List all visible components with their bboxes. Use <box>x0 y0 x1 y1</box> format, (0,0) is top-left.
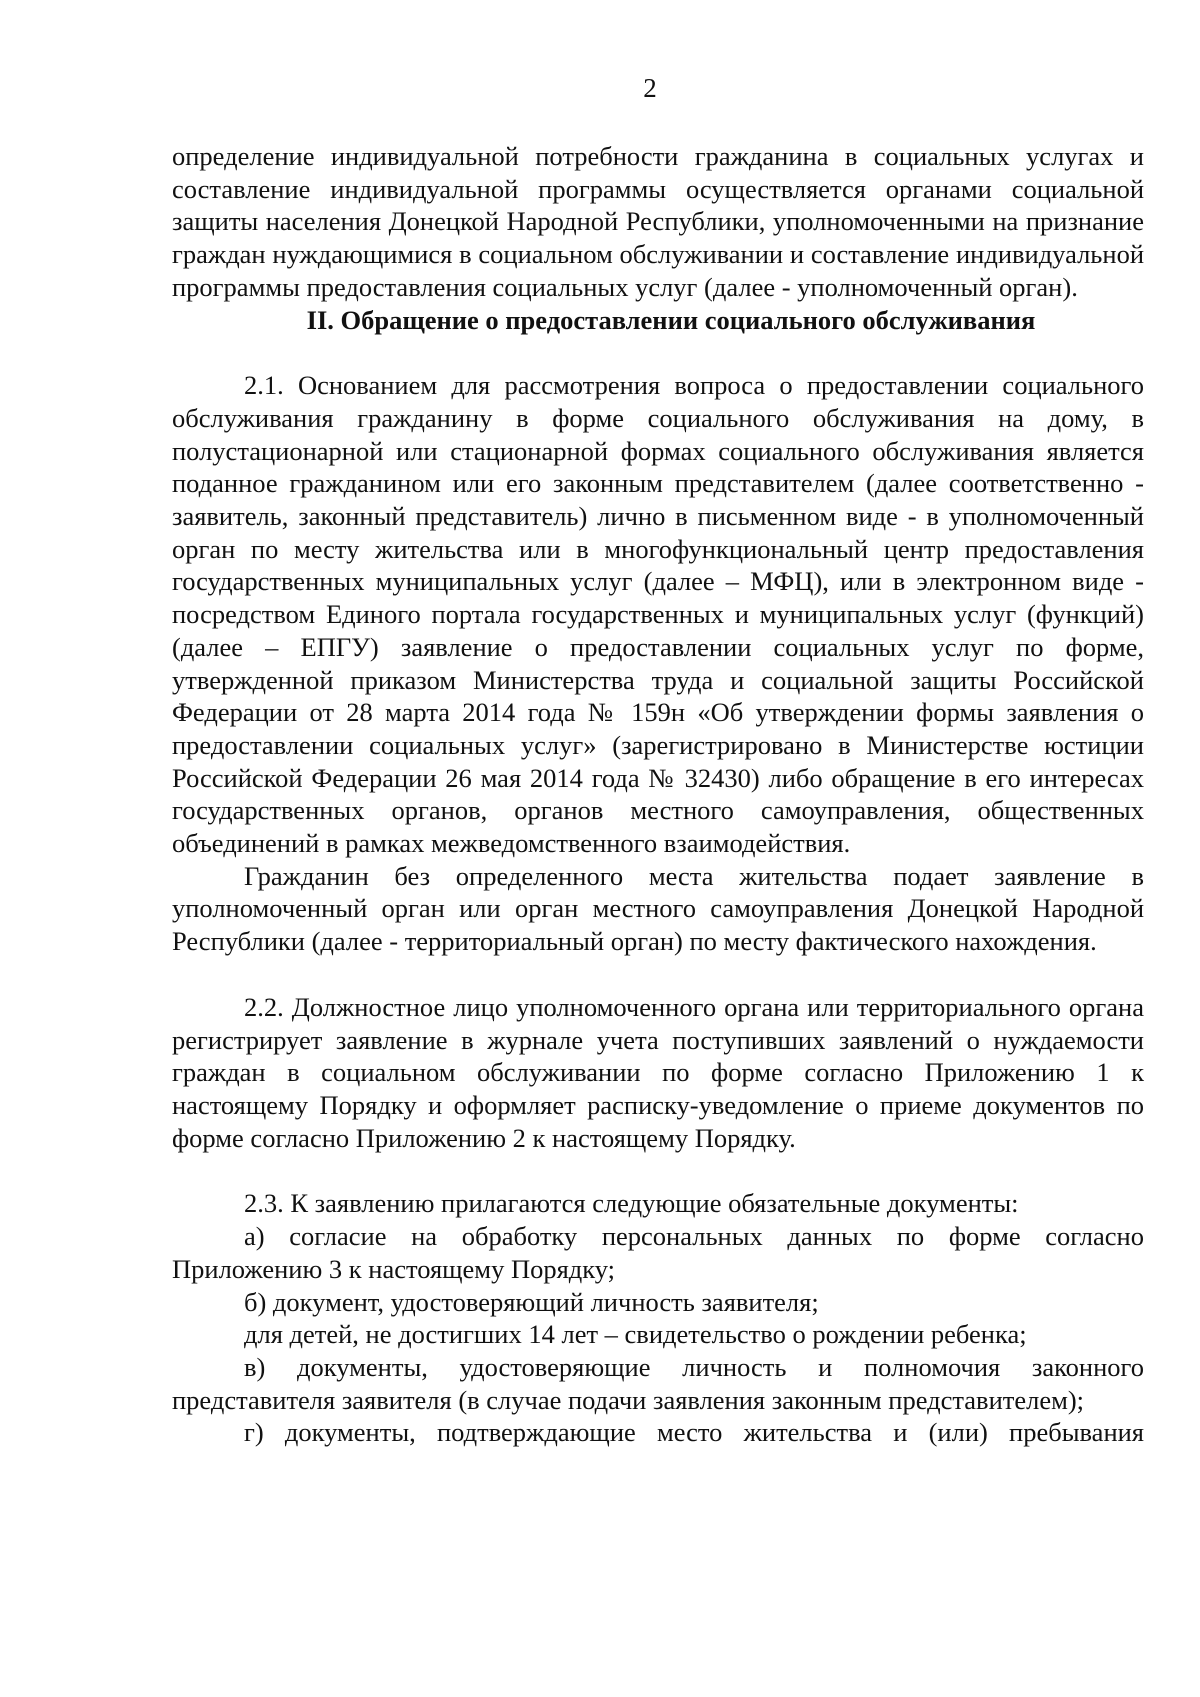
document-body <box>172 140 1144 1449</box>
clause-2-3-item-v: в) документы, удостоверяющие личность и полномочия законного представителя заявителя (в случае подачи заявления законным представителем); <box>172 1351 1144 1415</box>
clause-2-3-item-children: для детей, не достигших 14 лет – свидетельство о рождении ребенка; <box>244 1319 1027 1350</box>
clause-2-1-paragraph: 2.1. Основанием для рассмотрения вопроса о предоставлении социального обслуживания гражданину в форме социального обслуживания на дому, в полустационарной или стационарной формах социального обслуживания является поданное гражданином или его законным представителем (далее соответственно - заявитель, законный представитель) лично в письменном виде - в уполномоченный орган по месту жительства или в многофункциональный центр предоставления государственных муниципальных услуг (далее – МФЦ), или в электронном виде - посредством Единого портала государственных и муниципальных услуг (функций) (далее – ЕПГУ) заявление о предоставлении социальных услуг по форме, утвержденной приказом Министерства труда и социальной защиты Российской Федерации от 28 марта 2014 года № 159н «Об утверждении формы заявления о предоставлении социальных услуг» (зарегистрировано в Министерстве юстиции Российской Федерации 26 мая 2014 года № 32430) либо обращение в его интересах государственных органов, органов местного самоуправления, общественных объединений в рамках межведомственного взаимодействия. <box>172 370 1144 859</box>
clause-2-3-item-b: б) документ, удостоверяющий личность заявителя; <box>244 1286 819 1317</box>
clause-2-2-paragraph: 2.2. Должностное лицо уполномоченного органа или территориального органа регистрирует заявление в журнале учета поступивших заявлений о нуждаемости граждан в социальном обслуживании по форме согласно Приложению 1 к настоящему Порядку и оформляет расписку-уведомление о приеме документов по форме согласно Приложению 2 к настоящему Порядку. <box>172 991 1144 1153</box>
clause-2-1-homeless-paragraph: Гражданин без определенного места жительства подает заявление в уполномоченный орган или орган местного самоуправления Донецкой Народной Республики (далее - территориальный орган) по месту фактического нахождения. <box>172 860 1144 957</box>
page-number: 2 <box>643 73 657 103</box>
intro-paragraph: определение индивидуальной потребности гражданина в социальных услугах и составление индивидуальной программы осуществляется органами социальной защиты населения Донецкой Народной Республики, уполномоченными на признание граждан нуждающимися в социальном обслуживании и составление индивидуальной программы предоставления социальных услуг (далее - уполномоченный орган). <box>172 141 1144 302</box>
clause-2-3-item-a: а) согласие на обработку персональных данных по форме согласно Приложению 3 к настоящему Порядку; <box>172 1221 1144 1284</box>
clause-2-3-intro: 2.3. К заявлению прилагаются следующие обязательные документы: <box>244 1188 1019 1219</box>
clause-2-3-item-g: г) документы, подтверждающие место жительства и (или) пребывания <box>244 1417 1144 1448</box>
section-heading: II. Обращение о предоставлении социального обслуживания <box>306 304 1036 335</box>
